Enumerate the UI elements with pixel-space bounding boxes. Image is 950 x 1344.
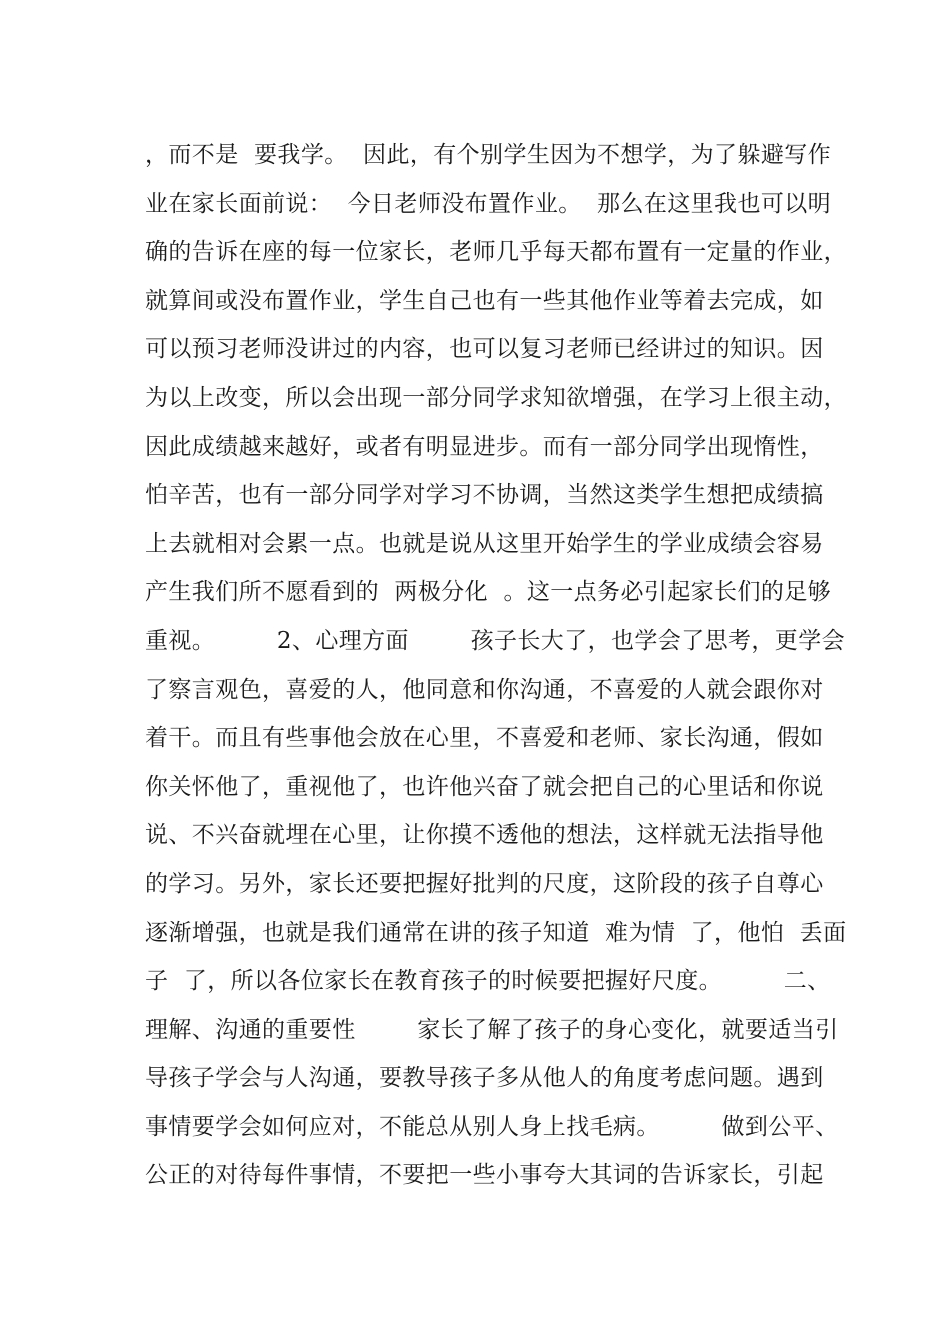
text-line: 说、不兴奋就埋在心里，让你摸不透他的想法，这样就无法指导他 [145, 822, 824, 849]
text-line: 子 了，所以各位家长在教育孩子的时候要把握好尺度。 二、 [145, 968, 831, 995]
text-line: 因此成绩越来越好，或者有明显进步。而有一部分同学出现惰性， [145, 433, 824, 460]
text-line: 公正的对待每件事情，不要把一些小事夸大其词的告诉家长，引起 [145, 1162, 824, 1189]
text-line: 业在家长面前说： 今日老师没布置作业。 那么在这里我也可以明 [145, 190, 832, 217]
text-line: 怕辛苦，也有一部分同学对学习不协调，当然这类学生想把成绩搞 [145, 482, 824, 509]
text-line: 确的告诉在座的每一位家长，老师几乎每天都布置有一定量的作业， [145, 239, 847, 266]
text-line: 你关怀他了，重视他了，也许他兴奋了就会把自己的心里话和你说 [145, 773, 824, 800]
text-line: 就算间或没布置作业，学生自己也有一些其他作业等着去完成，如 [145, 287, 824, 314]
text-line: 为以上改变，所以会出现一部分同学求知欲增强，在学习上很主动， [145, 384, 847, 411]
text-line: ，而不是 要我学。 因此，有个别学生因为不想学，为了躲避写作 [145, 142, 832, 168]
text-line: 着干。而且有些事他会放在心里，不喜爱和老师、家长沟通，假如 [145, 725, 824, 752]
text-line: 导孩子学会与人沟通，要教导孩子多从他人的角度考虑问题。遇到 [145, 1065, 824, 1092]
text-line: 了察言观色，喜爱的人，他同意和你沟通，不喜爱的人就会跟你对 [145, 676, 824, 703]
body-text [145, 131, 845, 1200]
text-line: 事情要学会如何应对，不能总从别人身上找毛病。 做到公平、 [145, 1113, 839, 1140]
text-line: 上去就相对会累一点。也就是说从这里开始学生的学业成绩会容易 [145, 530, 824, 557]
text-line: 逐渐增强，也就是我们通常在讲的孩子知道 难为情 了，他怕 丢面 [145, 919, 847, 946]
text-line: 理解、沟通的重要性 家长了解了孩子的身心变化，就要适当引 [145, 1016, 839, 1043]
text-line: 产生我们所不愿看到的 两极分化 。这一点务必引起家长们的足够 [145, 579, 832, 606]
text-line: 的学习。另外，家长还要把握好批判的尺度，这阶段的孩子自尊心 [145, 870, 824, 897]
text-line: 重视。 2、心理方面 孩子长大了，也学会了思考，更学会 [145, 627, 846, 654]
text-line: 可以预习老师没讲过的内容，也可以复习老师已经讲过的知识。因 [145, 336, 824, 363]
